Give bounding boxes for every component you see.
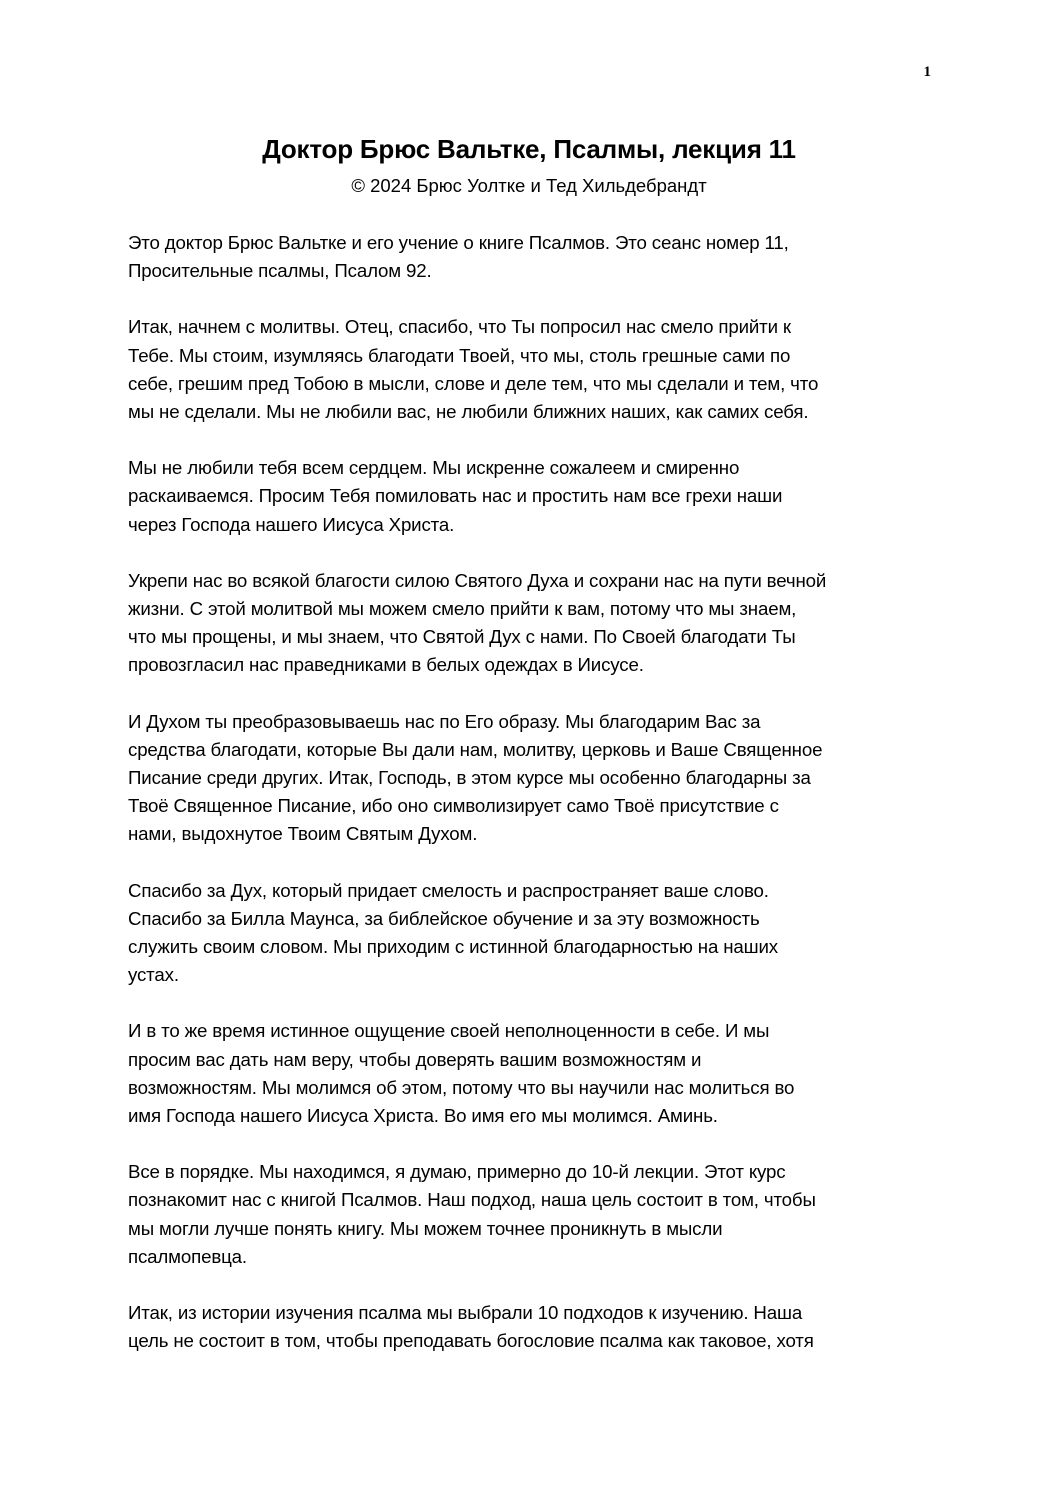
text-line: раскаиваемся. Просим Тебя помиловать нас и простить нам все грехи наши xyxy=(128,485,783,507)
text-line: Все в порядке. Мы находимся, я думаю, примерно до 10-й лекции. Этот курс xyxy=(128,1161,786,1183)
copyright-subtitle: © 2024 Брюс Уолтке и Тед Хильдебрандт xyxy=(351,175,707,196)
text-line: Просительные псалмы, Псалом 92. xyxy=(128,260,432,282)
lecture-body xyxy=(128,229,938,1384)
text-line: просим вас дать нам веру, чтобы доверять вашим возможностям и xyxy=(128,1048,702,1070)
paragraph xyxy=(128,1299,938,1355)
text-line: жизни. С этой молитвой мы можем смело прийти к вам, потому что мы знаем, xyxy=(128,598,797,620)
text-line: Мы не любили тебя всем сердцем. Мы искренне сожалеем и смиренно xyxy=(128,457,740,479)
text-line: нами, выдохнутое Твоим Святым Духом. xyxy=(128,823,478,845)
paragraph xyxy=(128,454,938,539)
text-line: познакомит нас с книгой Псалмов. Наш подход, наша цель состоит в том, чтобы xyxy=(128,1189,816,1211)
text-line: И Духом ты преобразовываешь нас по Его образу. Мы благодарим Вас за xyxy=(128,710,761,732)
text-line: что мы прощены, и мы знаем, что Святой Дух с нами. По Своей благодати Ты xyxy=(128,626,796,648)
paragraph xyxy=(128,1158,938,1271)
text-line: средства благодати, которые Вы дали нам, молитву, церковь и Ваше Священное xyxy=(128,738,823,760)
text-line: Твоё Священное Писание, ибо оно символизирует само Твоё присутствие с xyxy=(128,795,779,817)
text-line: себе, грешим пред Тобою в мысли, слове и деле тем, что мы сделали и тем, что xyxy=(128,372,819,394)
text-line: Тебе. Мы стоим, изумляясь благодати Твоей, что мы, столь грешные сами по xyxy=(128,344,791,366)
page-number: 1 xyxy=(923,64,931,80)
document-title: Доктор Брюс Вальтке, Псалмы, лекция 11 xyxy=(262,134,796,164)
paragraph xyxy=(128,1017,938,1130)
text-line: через Господа нашего Иисуса Христа. xyxy=(128,513,455,535)
text-line: цель не состоит в том, чтобы преподавать богословие псалма как таковое, хотя xyxy=(128,1330,814,1352)
text-line: возможностям. Мы молимся об этом, потому что вы научили нас молиться во xyxy=(128,1076,795,1098)
paragraph xyxy=(128,708,938,849)
text-line: имя Господа нашего Иисуса Христа. Во имя его мы молимся. Аминь. xyxy=(128,1105,718,1127)
text-line: псалмопевца. xyxy=(128,1245,247,1267)
paragraph xyxy=(128,877,938,990)
paragraph xyxy=(128,567,938,680)
text-line: Это доктор Брюс Вальтке и его учение о книге Псалмов. Это сеанс номер 11, xyxy=(128,232,789,253)
text-line: Укрепи нас во всякой благости силою Святого Духа и сохрани нас на пути вечной xyxy=(128,569,827,591)
text-line: И в то же время истинное ощущение своей неполноценности в себе. И мы xyxy=(128,1020,770,1042)
text-line: Итак, начнем с молитвы. Отец, спасибо, что Ты попросил нас смело прийти к xyxy=(128,316,791,338)
text-line: служить своим словом. Мы приходим с истинной благодарностью на наших xyxy=(128,936,778,958)
text-line: Писание среди других. Итак, Господь, в этом курсе мы особенно благодарны за xyxy=(128,767,811,789)
text-line: Итак, из истории изучения псалма мы выбрали 10 подходов к изучению. Наша xyxy=(128,1302,803,1324)
paragraph xyxy=(128,313,938,426)
text-line: провозгласил нас праведниками в белых одеждах в Иисусе. xyxy=(128,654,644,676)
text-line: мы могли лучше понять книгу. Мы можем точнее проникнуть в мысли xyxy=(128,1217,723,1239)
text-line: устах. xyxy=(128,964,179,986)
text-line: Спасибо за Дух, который придает смелость и распространяет ваше слово. xyxy=(128,879,769,901)
text-line: Спасибо за Билла Маунса, за библейское обучение и за эту возможность xyxy=(128,907,760,929)
text-line: мы не сделали. Мы не любили вас, не любили ближних наших, как самих себя. xyxy=(128,401,809,423)
paragraph xyxy=(128,229,938,285)
